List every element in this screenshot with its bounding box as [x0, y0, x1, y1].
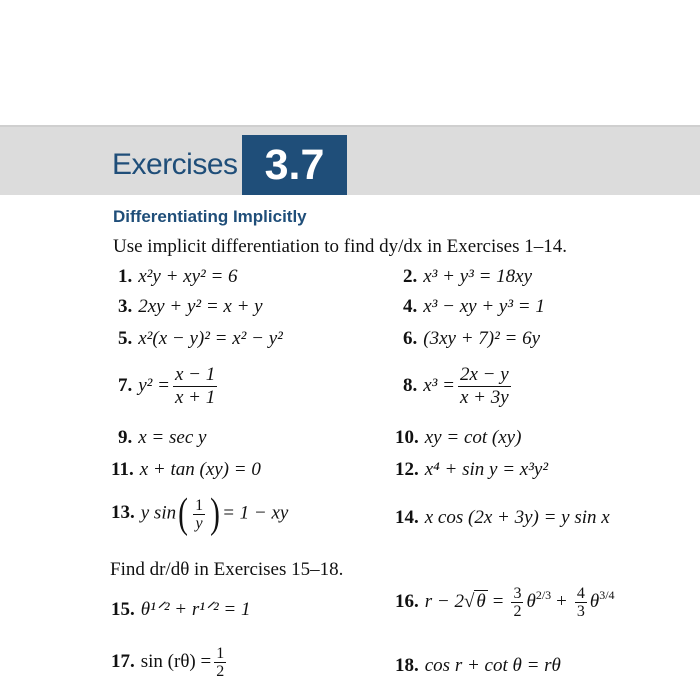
fraction	[575, 585, 587, 620]
exercise-6	[403, 328, 540, 350]
exercise-lhs: y sin	[140, 502, 177, 524]
header-band-edge	[0, 125, 700, 127]
square-root: √ θ	[463, 590, 486, 612]
exercise-rhs: = 1 − xy	[222, 502, 289, 524]
exercise-11	[111, 459, 261, 481]
exercise-number: 14.	[395, 507, 419, 528]
exponent: 3/4	[599, 587, 615, 602]
exercise-number: 13.	[111, 502, 135, 524]
exercise-expression: θ¹ᐟ² + r¹ᐟ² = 1	[140, 599, 251, 620]
exercise-3	[118, 296, 263, 318]
instructions-1: Use implicit differentiation to find dy/dx in Exercises 1–14.	[113, 236, 567, 257]
denominator: x + 1	[174, 387, 216, 408]
exercise-lhs: y² =	[138, 374, 170, 396]
exercise-4	[403, 296, 545, 318]
exercise-number: 17.	[111, 650, 135, 672]
exercise-18	[395, 655, 561, 677]
exercise-expression: x + tan (xy) = 0	[139, 459, 261, 480]
exercise-number: 7.	[118, 374, 133, 396]
left-paren: (	[178, 491, 189, 537]
exercise-number: 10.	[395, 427, 419, 448]
exercises-title: Exercises	[112, 148, 238, 181]
exercise-1	[118, 266, 238, 288]
denominator: 2	[513, 603, 522, 620]
fraction	[214, 645, 226, 680]
section-number-box: 3.7	[242, 135, 347, 195]
theta-symbol: θ	[589, 590, 600, 612]
exercise-12	[395, 459, 548, 481]
theta-symbol: θ	[526, 590, 536, 612]
exercise-number: 12.	[395, 459, 419, 480]
exercise-17	[111, 645, 229, 680]
exercise-2	[403, 266, 532, 288]
exponent: 2/3	[535, 587, 552, 602]
exercise-expression: x⁴ + sin y = x³y²	[424, 459, 549, 480]
exercise-number: 9.	[118, 427, 133, 448]
exercise-7	[118, 364, 220, 409]
fraction	[458, 364, 511, 409]
exercise-number: 16.	[395, 590, 419, 612]
radicand: θ	[476, 590, 486, 612]
numerator: 1	[195, 496, 204, 514]
instructions-2: Find dr/dθ in Exercises 15–18.	[110, 559, 344, 580]
denominator: y	[195, 514, 203, 532]
exercise-number: 11.	[111, 459, 134, 480]
exercise-lhs: sin (rθ) =	[140, 650, 212, 672]
denominator: x + 3y	[459, 387, 509, 408]
exercise-expression: x²y + xy² = 6	[138, 266, 238, 287]
numerator: x − 1	[174, 364, 216, 385]
exercise-lhs: x³ =	[423, 374, 455, 396]
exercise-lhs: r − 2	[424, 590, 464, 612]
exercise-number: 8.	[403, 374, 418, 396]
numerator: 4	[576, 585, 585, 602]
exercise-expression: cos r + cot θ = rθ	[424, 655, 561, 676]
exercise-5	[118, 328, 283, 350]
denominator: 3	[576, 603, 585, 620]
exercise-expression: x³ + y³ = 18xy	[423, 266, 533, 287]
subheading: Differentiating Implicitly	[113, 207, 307, 226]
numerator: 2x − y	[459, 364, 509, 385]
header-band	[0, 125, 700, 195]
plus-sign: +	[556, 590, 567, 612]
exercise-expression: 2xy + y² = x + y	[138, 296, 263, 317]
exercise-13	[111, 490, 288, 538]
numerator: 1	[216, 645, 225, 662]
exercise-14	[395, 507, 610, 529]
exercise-number: 15.	[111, 599, 135, 620]
exercise-number: 2.	[403, 266, 418, 287]
exercise-number: 3.	[118, 296, 133, 317]
fraction	[511, 585, 523, 620]
exercise-16	[395, 585, 615, 620]
fraction	[193, 497, 205, 532]
fraction	[173, 364, 217, 409]
exercise-9	[118, 427, 206, 449]
exercise-number: 5.	[118, 328, 133, 349]
exercise-expression: x²(x − y)² = x² − y²	[138, 328, 283, 349]
exercise-15	[111, 598, 251, 621]
exercise-number: 1.	[118, 266, 133, 287]
exercise-number: 4.	[403, 296, 418, 317]
denominator: 2	[216, 663, 225, 680]
exercise-expression: (3xy + 7)² = 6y	[423, 328, 541, 349]
numerator: 3	[513, 585, 522, 602]
equals-sign: =	[492, 590, 504, 612]
exercise-8	[403, 364, 514, 409]
exercise-number: 6.	[403, 328, 418, 349]
exercise-expression: x³ − xy + y³ = 1	[423, 296, 545, 317]
right-paren: )	[210, 491, 221, 537]
exercise-expression: x cos (2x + 3y) = y sin x	[424, 507, 610, 528]
exercise-expression: xy = cot (xy)	[424, 427, 522, 448]
exercise-expression: x = sec y	[138, 427, 207, 448]
exercise-number: 18.	[395, 655, 419, 676]
exercise-10	[395, 427, 521, 449]
